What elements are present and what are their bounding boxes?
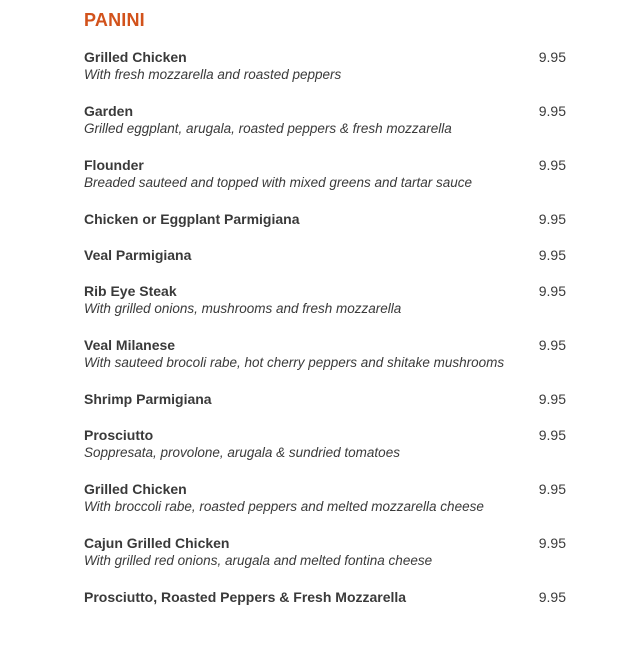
menu-item-description: With grilled onions, mushrooms and fresh mozzarella [84, 301, 402, 316]
menu-item [84, 390, 566, 408]
menu-item-description: With sauteed brocoli rabe, hot cherry peppers and shitake mushrooms [84, 355, 505, 370]
menu-item-price: 9.95 [538, 337, 566, 353]
menu-item-price: 9.95 [538, 481, 566, 497]
menu-item-text [84, 588, 514, 606]
section-title: PANINI [84, 10, 145, 30]
menu-item-description: With grilled red onions, arugala and melted fontina cheese [84, 553, 433, 568]
menu-item-price: 9.95 [538, 427, 566, 443]
menu-item-name: Grilled Chicken [84, 49, 187, 65]
menu-item-description: Soppresata, provolone, arugala & sundried tomatoes [84, 445, 400, 460]
menu-item [84, 534, 566, 570]
menu-item-name: Rib Eye Steak [84, 283, 177, 299]
menu-item-price: 9.95 [538, 589, 566, 605]
menu-item-text [84, 426, 514, 462]
menu-item-price: 9.95 [538, 49, 566, 65]
menu-item-text [84, 246, 514, 264]
menu-item [84, 210, 566, 228]
menu-item-name: Shrimp Parmigiana [84, 391, 212, 407]
menu-item-text [84, 336, 514, 372]
menu-item [84, 336, 566, 372]
menu-item-description: Grilled eggplant, arugala, roasted peppers & fresh mozzarella [84, 121, 452, 136]
menu-item-text [84, 156, 514, 192]
menu-item [84, 48, 566, 84]
menu-item-price: 9.95 [538, 391, 566, 407]
menu-section [84, 9, 566, 624]
menu-item-text [84, 534, 514, 570]
menu-item-description: With broccoli rabe, roasted peppers and melted mozzarella cheese [84, 499, 484, 514]
menu-item-price: 9.95 [538, 535, 566, 551]
menu-item [84, 156, 566, 192]
menu-item [84, 480, 566, 516]
menu-item-name: Garden [84, 103, 134, 119]
menu-item [84, 246, 566, 264]
menu-item [84, 102, 566, 138]
menu-item-name: Flounder [84, 157, 144, 173]
menu-item-name: Veal Milanese [84, 337, 176, 353]
menu-item-price: 9.95 [538, 283, 566, 299]
menu-item [84, 588, 566, 606]
menu-item-text [84, 480, 514, 516]
menu-item [84, 282, 566, 318]
menu-item-text [84, 210, 514, 228]
menu-item-text [84, 282, 514, 318]
menu-item-name: Cajun Grilled Chicken [84, 535, 230, 551]
menu-item-description: With fresh mozzarella and roasted peppers [84, 67, 342, 82]
menu-item-text [84, 48, 514, 84]
menu-item-price: 9.95 [538, 157, 566, 173]
menu-item [84, 426, 566, 462]
menu-item-name: Veal Parmigiana [84, 247, 192, 263]
menu-item-name: Grilled Chicken [84, 481, 187, 497]
menu-item-text [84, 390, 514, 408]
menu-item-price: 9.95 [538, 103, 566, 119]
menu-item-name: Chicken or Eggplant Parmigiana [84, 211, 300, 227]
menu-item-description: Breaded sauteed and topped with mixed greens and tartar sauce [84, 175, 473, 190]
menu-item-list [84, 48, 566, 606]
menu-item-price: 9.95 [538, 211, 566, 227]
menu-item-name: Prosciutto, Roasted Peppers & Fresh Mozzarella [84, 589, 407, 605]
menu-item-text [84, 102, 514, 138]
menu-item-name: Prosciutto [84, 427, 154, 443]
menu-item-price: 9.95 [538, 247, 566, 263]
